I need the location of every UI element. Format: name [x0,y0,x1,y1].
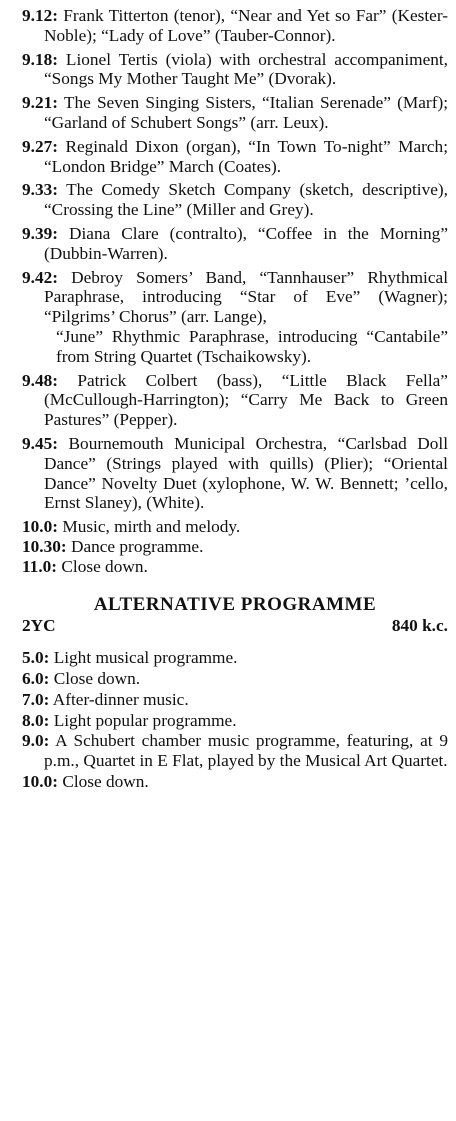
programme-entry [22,648,448,668]
entry-time: 10.0: [22,771,58,791]
entry-text: The Comedy Sketch Company (sketch, descriptive), “Crossing the Line” (Miller and Grey). [44,180,448,220]
programme-entry [22,772,448,792]
entry-time: 9.48: [22,370,58,390]
programme-entry [22,50,448,90]
programme-entry [22,517,448,537]
entry-text: Bournemouth Municipal Orchestra, “Carlsbad Doll Dance” (Strings played with quills) (Plier); “Oriental Dance” Novelty Duet (xylophone, W. W. Bennett; ’cello, Ernst Slaney), (White). [44,433,448,513]
entry-text: Frank Titterton (tenor), “Near and Yet so Far” (Kester-Noble); “Lady of Love” (Tauber-Connor). [44,6,448,45]
programme-entry [22,137,448,177]
entry-text: After-dinner music. [52,689,189,709]
entry-text: Close down. [53,668,141,688]
programme-entry [22,731,448,771]
station-frequency: 840 k.c. [391,616,448,636]
alternative-programme [22,648,448,792]
entry-time: 9.18: [22,49,58,69]
programme-entry [22,224,448,264]
entry-text: Music, mirth and melody. [62,517,241,537]
entry-time: 9.42: [22,267,58,287]
entry-time: 9.12: [22,6,58,25]
programme-entry [22,93,448,133]
entry-text: Dance programme. [70,536,204,556]
programme-entry [22,180,448,220]
entry-time: 10.0: [22,517,58,537]
entry-time: 9.45: [22,433,58,453]
entry-continuation: “June” Rhythmic Paraphrase, introducing “Cantabile” from String Quartet (Tschaikowsky). [56,326,448,366]
entry-time: 9.27: [22,136,58,156]
programme-entry [22,711,448,731]
station-header [22,616,448,636]
entry-text: Light popular programme. [53,710,237,730]
entry-time: 10.30: [22,536,67,556]
entry-text: Close down. [61,556,148,576]
entry-time: 5.0: [22,648,50,668]
entry-text: Patrick Colbert (bass), “Little Black Fella” (McCullough-Harrington); “Carry Me Back to Green Pastures” (Pepper). [44,370,448,430]
entry-text: Close down. [62,771,149,791]
entry-time: 8.0: [22,710,50,730]
entry-time: 9.33: [22,180,58,200]
section-title: ALTERNATIVE PROGRAMME [93,593,377,615]
entry-text: The Seven Singing Sisters, “Italian Serenade” (Marf); “Garland of Schubert Songs” (arr. Leux). [44,93,448,132]
programme-entry [22,371,448,430]
programme-entry [22,268,448,327]
programme-entry [22,434,448,513]
programme-entry [22,537,448,557]
programme-entry [22,557,448,577]
programme-entry [22,690,448,710]
entry-text: Diana Clare (contralto), “Coffee in the Morning” (Dubbin-Warren). [44,223,448,263]
entry-text: Light musical programme. [53,648,238,668]
entry-time: 9.39: [22,223,58,243]
entry-time: 7.0: [22,689,50,709]
entry-time: 9.0: [22,731,50,751]
entry-text: A Schubert chamber music programme, featuring, at 9 p.m., Quartet in E Flat, played by the Musical Art Quartet. [44,731,448,771]
entry-time: 6.0: [22,668,50,688]
entry-time: 11.0: [22,556,58,576]
station-call-sign: 2YC [22,616,56,636]
programme-entry [22,6,448,46]
entry-text: Debroy Somers’ Band, “Tannhauser” Rhythmical Paraphrase, introducing “Star of Eve” (Wagner); “Pilgrims’ Chorus” (arr. Lange), [44,267,448,327]
entry-text: Reginald Dixon (organ), “In Town To-night” March; “London Bridge” March (Coates). [44,136,448,176]
programme-entry [22,669,448,689]
entry-time: 9.21: [22,93,58,113]
entry-text: Lionel Tertis (viola) with orchestral accompaniment, “Songs My Mother Taught Me” (Dvorak). [44,49,449,89]
